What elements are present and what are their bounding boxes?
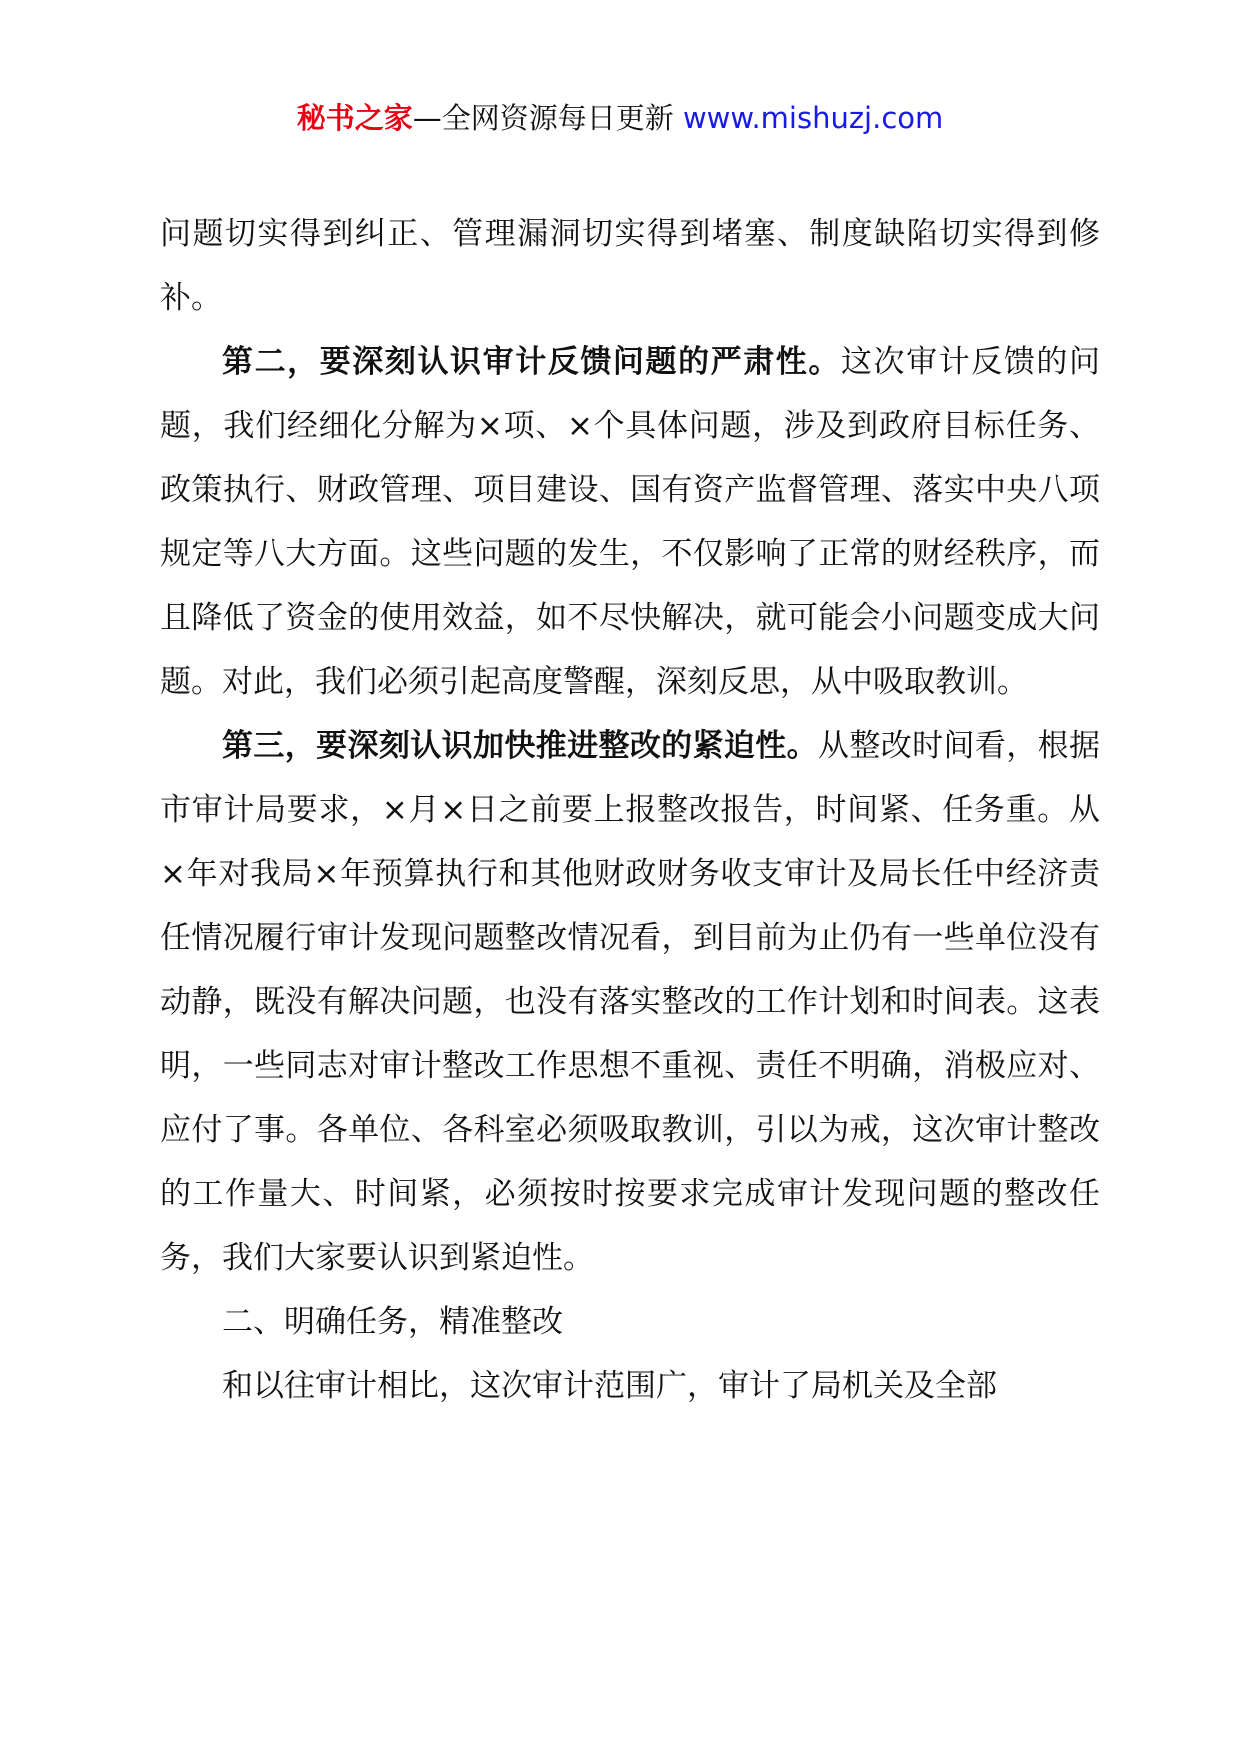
- paragraph-seriousness: [160, 330, 1100, 714]
- brand-name: 秘书之家: [296, 101, 413, 135]
- paragraph-text: 从整改时间看，根据市审计局要求，×月×日之前要上报整改报告，时间紧、任务重。从×年对我局×年预算执行和其他财政财务收支审计及局长任中经济责任情况履行审计发现问题整改情况看，到目前为止仍有一些单位没有动静，既没有解决问题，也没有落实整改的工作计划和时间表。这表明，一些同志对审计整改工作思想不重视、责任不明确，消极应对、应付了事。各单位、各科室必须吸取教训，引以为戒，这次审计整改的工作量大、时间紧，必须按时按要求完成审计发现问题的整改任务，我们大家要认识到紧迫性。: [160, 728, 1101, 1276]
- section-heading-text: 二、明确任务，精准整改: [222, 1304, 563, 1340]
- section-heading: [160, 1290, 1100, 1354]
- paragraph-text: 和以往审计相比，这次审计范围广，审计了局机关及全部: [222, 1368, 997, 1404]
- paragraph-text: 问题切实得到纠正、管理漏洞切实得到堵塞、制度缺陷切实得到修补。: [160, 216, 1100, 316]
- paragraph-scope: [160, 1354, 1100, 1418]
- paragraph-lead: 第三，要深刻认识加快推进整改的紧迫性。: [222, 728, 819, 764]
- paragraph-continuation: [160, 202, 1100, 330]
- site-url-link[interactable]: www.mishuzj.com: [682, 101, 944, 135]
- paragraph-lead: 第二，要深刻认识审计反馈问题的严肃性。: [222, 344, 841, 380]
- paragraph-urgency: [160, 714, 1100, 1290]
- paragraph-text: 这次审计反馈的问题，我们经细化分解为×项、×个具体问题，涉及到政府目标任务、政策执行、财政管理、项目建设、国有资产监督管理、落实中央八项规定等八大方面。这些问题的发生，不仅影响了正常的财经秩序，而且降低了资金的使用效益，如不尽快解决，就可能会小问题变成大问题。对此，我们必须引起高度警醒，深刻反思，从中吸取教训。: [160, 344, 1101, 700]
- header-tagline: —全网资源每日更新: [412, 101, 683, 135]
- document-body: [160, 202, 1100, 1418]
- page-header: [0, 98, 1240, 138]
